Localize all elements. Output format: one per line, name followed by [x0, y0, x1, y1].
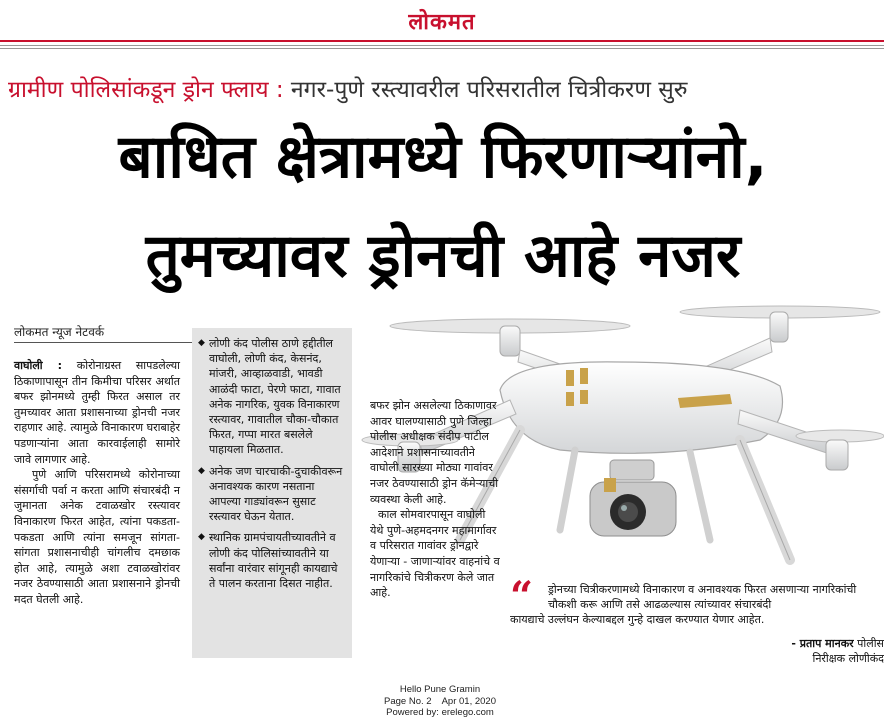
masthead-rule-thin-2: [0, 48, 884, 49]
quote-text-2: कायद्याचे उल्लंघन केल्याबद्दल गुन्हे दाखल करण्यात येणार आहेत.: [510, 613, 765, 626]
footer-page-date: Page No. 2 Apr 01, 2020: [384, 695, 496, 707]
masthead-rule-thin: [0, 45, 884, 46]
diamond-bullet-icon: ◆: [198, 338, 205, 348]
byline: लोकमत न्यूज नेटवर्क: [14, 325, 105, 339]
masthead-rule: [0, 40, 884, 42]
quote-text-1: ड्रोनच्या चित्रीकरणामध्ये विनाकारण व अनावश्यक फिरत असणाऱ्या नागरिकांची चौकशी करू आणि तसे आढळल्यास त्यांच्यावर संचारबंदी: [548, 583, 857, 612]
dateline: वाघोली :: [14, 359, 63, 372]
sidebar-item-text: अनेक जण चारचाकी-दुचाकीवरून अनावश्यक कारण नसताना आपल्या गाड्यांवरून सुसाट रस्त्यावर घेऊन येतात.: [209, 464, 343, 524]
quote-attribution: [720, 636, 884, 666]
footer-powered-by: Powered by: erelego.com: [386, 707, 494, 718]
sidebar-item: [198, 530, 346, 591]
kicker: [8, 74, 884, 106]
attribution-role-2: निरीक्षक लोणीकंद: [812, 652, 884, 665]
page-footer: [340, 684, 540, 719]
article-column-left: [14, 358, 180, 608]
paragraph-2: पुणे आणि परिसरामध्ये कोरोनाच्या संसर्गाची पर्वा न करता आणि संचारबंदी न जुमानता अनेक टवाळखोर रस्त्यावर विनाकारण फिरत आहेत, त्यांना पकडता-पकडता आणि त्यांना समजून सांगता-सांगता प्रशासनाचीही चांगलीच दमछाक होत आहे, त्यामुळे अशा टवाळखोरांवर नजर ठेवण्यासाठी आता प्रशासनाने ड्रोनची मदत घेतली आहे.: [14, 468, 180, 606]
diamond-bullet-icon: ◆: [198, 532, 205, 543]
kicker-grey: नगर-पुणे रस्त्यावरील परिसरातील चित्रीकरण सुरु: [283, 77, 688, 103]
headline-line-1: बाधित क्षेत्रामध्ये फिरणाऱ्यांनो,: [118, 122, 768, 192]
attribution-name: - प्रताप मानकर: [791, 637, 854, 650]
kicker-red: ग्रामीण पोलिसांकडून ड्रोन फ्लाय :: [8, 77, 284, 103]
sidebar-item-text: स्थानिक ग्रामपंचायतीच्यावतीने व लोणी कंद पोलिसांच्यावतीने या सर्वांना वारंवार सांगूनही कायद्याचे ते पालन करताना दिसत नाहीत.: [209, 531, 338, 591]
headline-line-2: तुमच्यावर ड्रोनची आहे नजर: [145, 221, 741, 291]
sidebar-item: [198, 464, 346, 525]
newspaper-logo: लोकमत: [408, 9, 476, 35]
paragraph-1-text: कोरोनाग्रस्त सापडलेल्या ठिकाणापासून तीन किमीचा परिसर अर्थात बफर झोनमध्ये तुम्ही फिरत असाल तर तुमच्यावर आता प्रशासनाच्या ड्रोनची नजर राहणार आहे. त्यामुळे विनाकारण घराबाहेर पडणाऱ्यांना आता कारवाईलाही सामोरे जावे लागणार आहे.: [14, 359, 180, 466]
quote-icon: “: [510, 573, 534, 620]
paragraph-3: बफर झोन असलेल्या ठिकाणावर आवर घालण्यासाठी पुणे जिल्हा पोलीस अधीक्षक संदीप पाटील आदेशाने प्रशासनाच्यावतीने वाघोली सारख्या मोठ्या गावांवर नजर ठेवण्यासाठी ड्रोन कॅमेऱ्याची व्यवस्था केली आहे.: [370, 399, 499, 506]
sidebar-item: [198, 336, 346, 458]
diamond-bullet-icon: ◆: [198, 465, 205, 476]
paragraph-4: काल सोमवारपासून वाघोली येथे पुणे-अहमदनगर महामार्गावर व परिसरात गावांवर ड्रोनद्वारे येणाऱ्या - जाणाऱ्यांवर वाहनांचे व नागरिकांचे चित्रीकरण केले जात आहे.: [370, 508, 500, 600]
footer-edition: Hello Pune Gramin: [399, 684, 481, 695]
attribution-role-1: पोलीस: [853, 637, 884, 650]
sidebar-box: [192, 328, 352, 658]
paragraph-1: [14, 358, 180, 467]
article-column-middle: [370, 398, 500, 601]
sidebar-item-text: लोणी कंद पोलीस ठाणे हद्दीतील वाघोली, लोणी कंद, केसनंद, मांजरी, आव्हाळवाडी, भावडी आळंदी फाटा, पेरणे फाटा, गावात अनेक नागरिक, युवक विनाकारण रस्त्यावर, गावातील चौका-चौकात फिरत, गप्पा मारत बसलेले पाहायला मिळतात.: [209, 337, 341, 457]
